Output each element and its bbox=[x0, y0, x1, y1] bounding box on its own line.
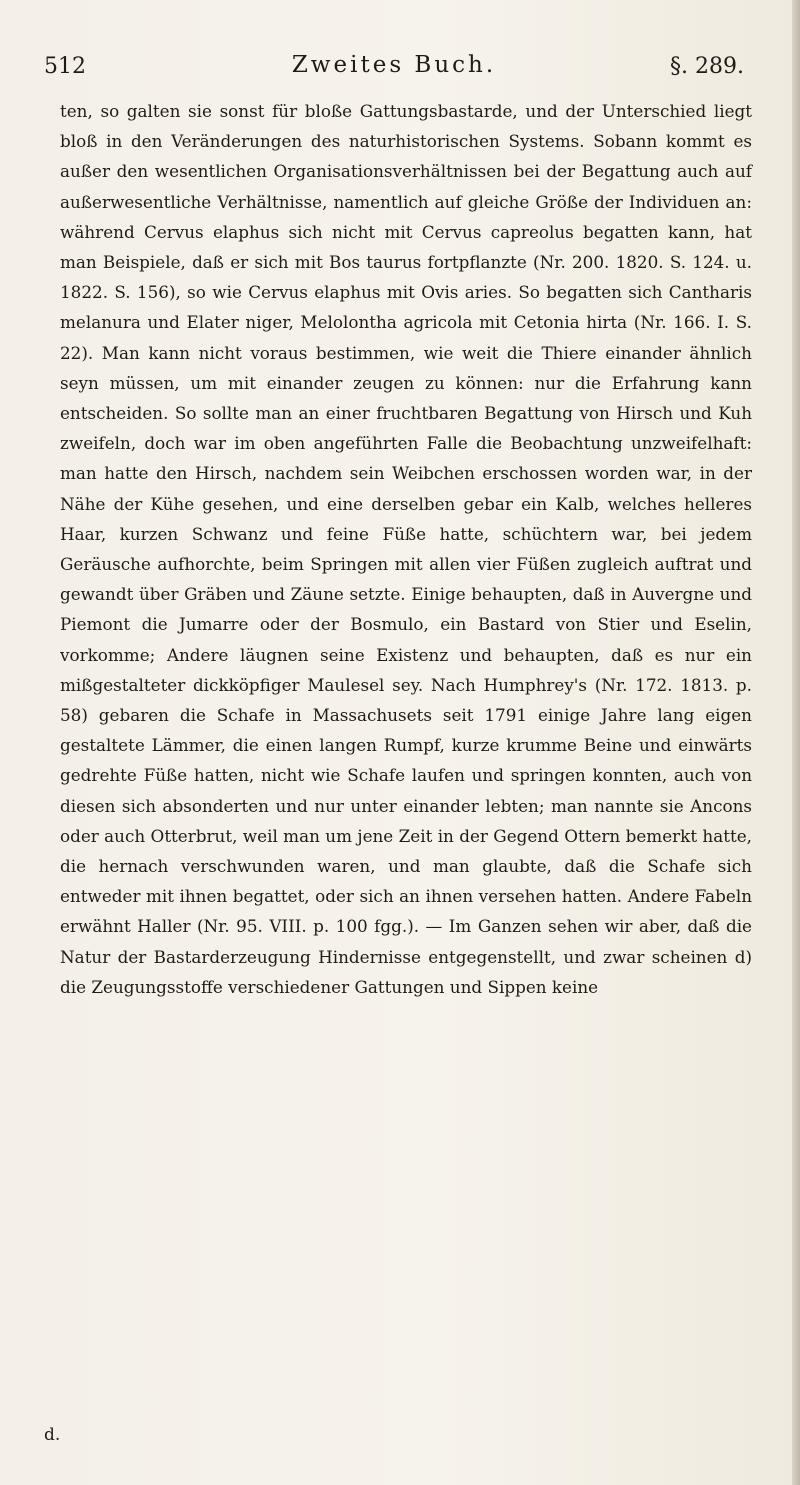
paragraph: ten, so galten sie sonst für bloße Gattungsbastarde, und der Unterschied liegt bloß in den Veränderungen des naturhistorischen Systems. Sobann kommt es außer den wesentlichen Organisationsverhältnissen bei der Begattung auch auf außerwesentliche Verhältnisse, namentlich auf gleiche Größe der Individuen an: während Cervus elaphus sich nicht mit Cervus capreolus begatten kann, hat man Beispiele, daß er sich mit Bos taurus fortpflanzte (Nr. 200. 1820. S. 124. u. 1822. S. 156), so wie Cervus elaphus mit Ovis aries. So begatten sich Cantharis melanura und Elater niger, Melolontha agricola mit Cetonia hirta (Nr. 166. I. S. 22). Man kann nicht voraus bestimmen, wie weit die Thiere einander ähnlich seyn müssen, um mit einander zeugen zu können: nur die Erfahrung kann entscheiden. So sollte man an einer fruchtbaren Begattung von Hirsch und Kuh zweifeln, doch war im oben angeführten Falle die Beobachtung unzweifelhaft: man hatte den Hirsch, nachdem sein Weibchen erschossen worden war, in der Nähe der Kühe gesehen, und eine derselben gebar ein Kalb, welches helleres Haar, kurzen Schwanz und feine Füße hatte, schüchtern war, bei jedem Geräusche aufhorchte, beim Springen mit allen vier Füßen zugleich auftrat und gewandt über Gräben und Zäune setzte. Einige behaupten, daß in Auvergne und Piemont die Jumarre oder der Bosmulo, ein Bastard von Stier und Eselin, vorkomme; Andere läugnen seine Existenz und behaupten, daß es nur ein mißgestalteter dickköpfiger Maulesel sey. Nach Humphrey's (Nr. 172. 1813. p. 58) gebaren die Schafe in Massachusets seit 1791 einige Jahre lang eigen gestaltete Lämmer, die einen langen Rumpf, kurze krumme Beine und einwärts gedrehte Füße hatten, nicht wie Schafe laufen und springen konnten, auch von diesen sich absonderten und nur unter einander lebten; man nannte sie Ancons oder auch Otterbrut, weil man um jene Zeit in der Gegend Ottern bemerkt hatte, die hernach verschwunden waren, und man glaubte, daß die Schafe sich entweder mit ihnen begattet, oder sich an ihnen versehen hatten. Andere Fabeln erwähnt Haller (Nr. 95. VIII. p. 100 fgg.). — Im Ganzen sehen wir aber, daß die Natur der Bastarderzeugung Hindernisse entgegenstellt, und zwar scheinen d) die Zeugungsstoffe verschiedener Gattungen und Sippen keine bbox=[60, 101, 752, 997]
page-number: 512 bbox=[44, 54, 86, 79]
body-text bbox=[60, 96, 752, 1002]
margin-marker: d. bbox=[44, 1425, 61, 1445]
running-title: Zweites Buch. bbox=[291, 52, 497, 78]
section-number: §. 289. bbox=[670, 54, 744, 79]
page-header bbox=[44, 50, 744, 90]
page-edge bbox=[792, 0, 800, 1485]
